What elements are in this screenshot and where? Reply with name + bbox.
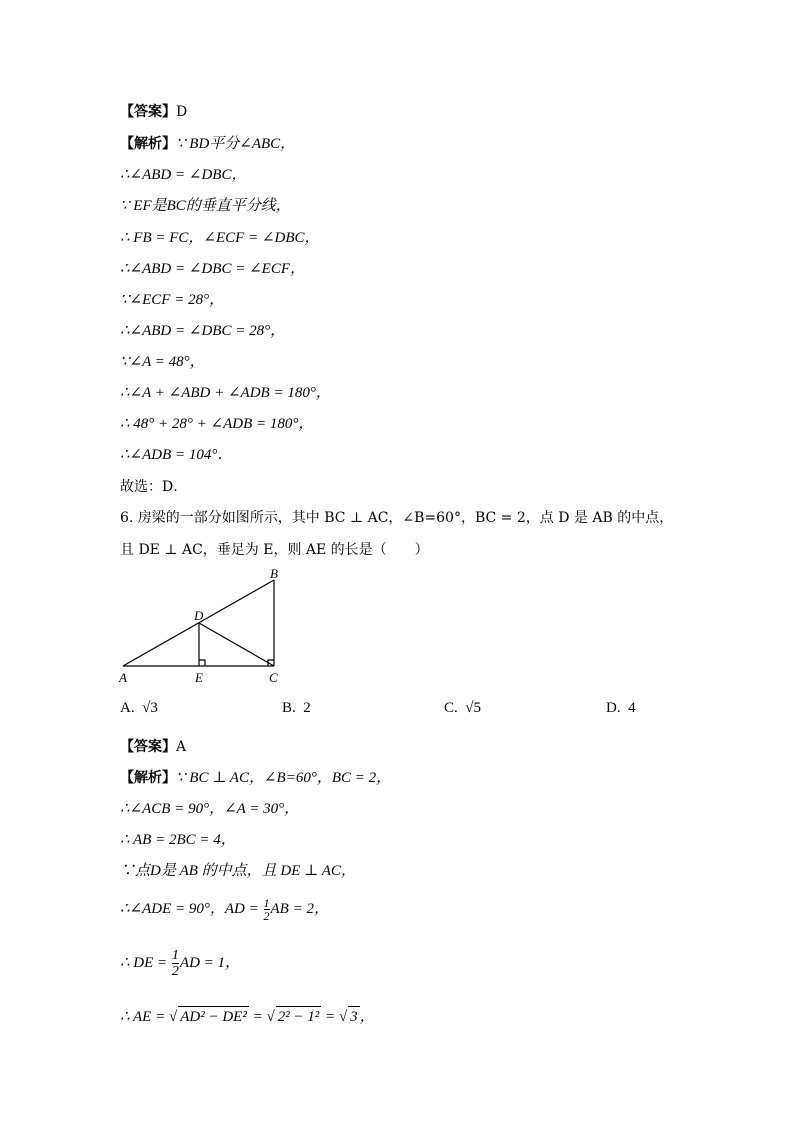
step-text: = [321,1009,339,1025]
step-text: AB = 2， [270,900,329,917]
analysis-step-ade [120,897,329,922]
answer-label: 【答案】 [120,739,176,755]
choice-letter: B. [282,700,296,716]
analysis-step-de [120,948,240,979]
answer-label: 【答案】 [120,104,176,120]
sqrt-radicand: AD² − DE² [178,1006,249,1027]
choice-letter: A. [120,700,135,716]
segment-dc [199,623,274,666]
analysis-step: ∴∠ABD = ∠DBC = ∠ECF， [120,261,305,277]
conclusion: 故选：D． [120,479,188,495]
choice-value: √5 [465,700,481,716]
analysis-step-ae: ∴ AE = √ AD² − DE² = √ 2² − 1² = √ 3 ， [120,1006,375,1027]
choice-letter: D. [606,700,621,716]
analysis-step: ∴ 48° + 28° + ∠ADB = 180°， [120,416,314,432]
analysis-step: ∴∠ABD = ∠DBC， [120,167,247,183]
choice-b [282,700,311,717]
fraction-numerator: 1 [263,896,270,910]
step-text: AD = 1， [179,954,241,971]
analysis-step: ∵∠A = 48°， [120,354,205,370]
analysis-step: ∴∠ADB = 104°． [120,447,233,463]
fraction-half [264,897,270,922]
choice-d [606,700,636,717]
segment-ab [123,580,274,666]
analysis-label: 【解析】 [120,770,176,786]
analysis-step: ∴∠ABD = ∠DBC = 28°， [120,323,286,339]
fraction-denominator: 2 [263,909,270,923]
sqrt-radicand: 2² − 1² [276,1006,322,1027]
label-d: D [194,608,204,623]
sqrt-radicand: 3 [348,1006,360,1027]
analysis-step: ∴∠A + ∠ABD + ∠ADB = 180°， [120,385,331,401]
answer-line-1 [120,102,187,122]
analysis-step: ∴ AB = 2BC = 4， [120,832,236,848]
label-a: A [119,670,127,685]
analysis-step: ∵点D是 AB 的中点，且 DE ⊥ AC， [120,863,356,879]
answer-line-2 [120,737,186,757]
fraction-half [172,948,179,979]
step-text: = [248,1009,267,1025]
answer-value: D [176,104,188,120]
analysis-step: ∴ FB = FC，∠ECF = ∠DBC， [120,230,320,246]
step-text: ∴ AE = [120,1009,169,1025]
analysis-step: ∵ BD平分∠ABC， [176,136,296,152]
label-b: B [270,566,278,581]
question-text-line-2: 且 DE ⊥ AC，垂足为 E，则 AE 的长是（ ） [120,542,429,558]
analysis-step: ∵ BC ⊥ AC，∠B=60°，BC = 2， [176,770,392,786]
step-text: ， [359,1009,375,1025]
analysis-step: ∵∠ECF = 28°， [120,292,225,308]
analysis-line-1 [120,134,295,154]
right-angle-mark-c [268,660,274,666]
choice-a [120,700,158,717]
label-e: E [195,670,203,685]
choice-value: √3 [142,700,158,716]
answer-value: A [176,739,187,755]
choice-letter: C. [444,700,458,716]
step-text: ∴ DE = [120,954,171,971]
choice-value: 4 [628,700,636,716]
choice-c [444,700,481,717]
analysis-label: 【解析】 [120,136,176,152]
choice-value: 2 [303,700,311,716]
analysis-step: ∵ EF是BC的垂直平分线， [120,198,291,214]
fraction-numerator: 1 [171,948,179,963]
fraction-denominator: 2 [171,964,179,979]
right-angle-mark-e [199,660,205,666]
step-text: ∴∠ADE = 90°，AD = [120,900,263,917]
question-text-line-1: 6. 房梁的一部分如图所示，其中 BC ⊥ AC，∠B=60°，BC = 2，点 D 是 AB 的中点， [120,510,674,526]
analysis-step: ∴∠ACB = 90°，∠A = 30°， [120,801,300,817]
label-c: C [269,670,278,685]
analysis-line-2 [120,768,391,788]
